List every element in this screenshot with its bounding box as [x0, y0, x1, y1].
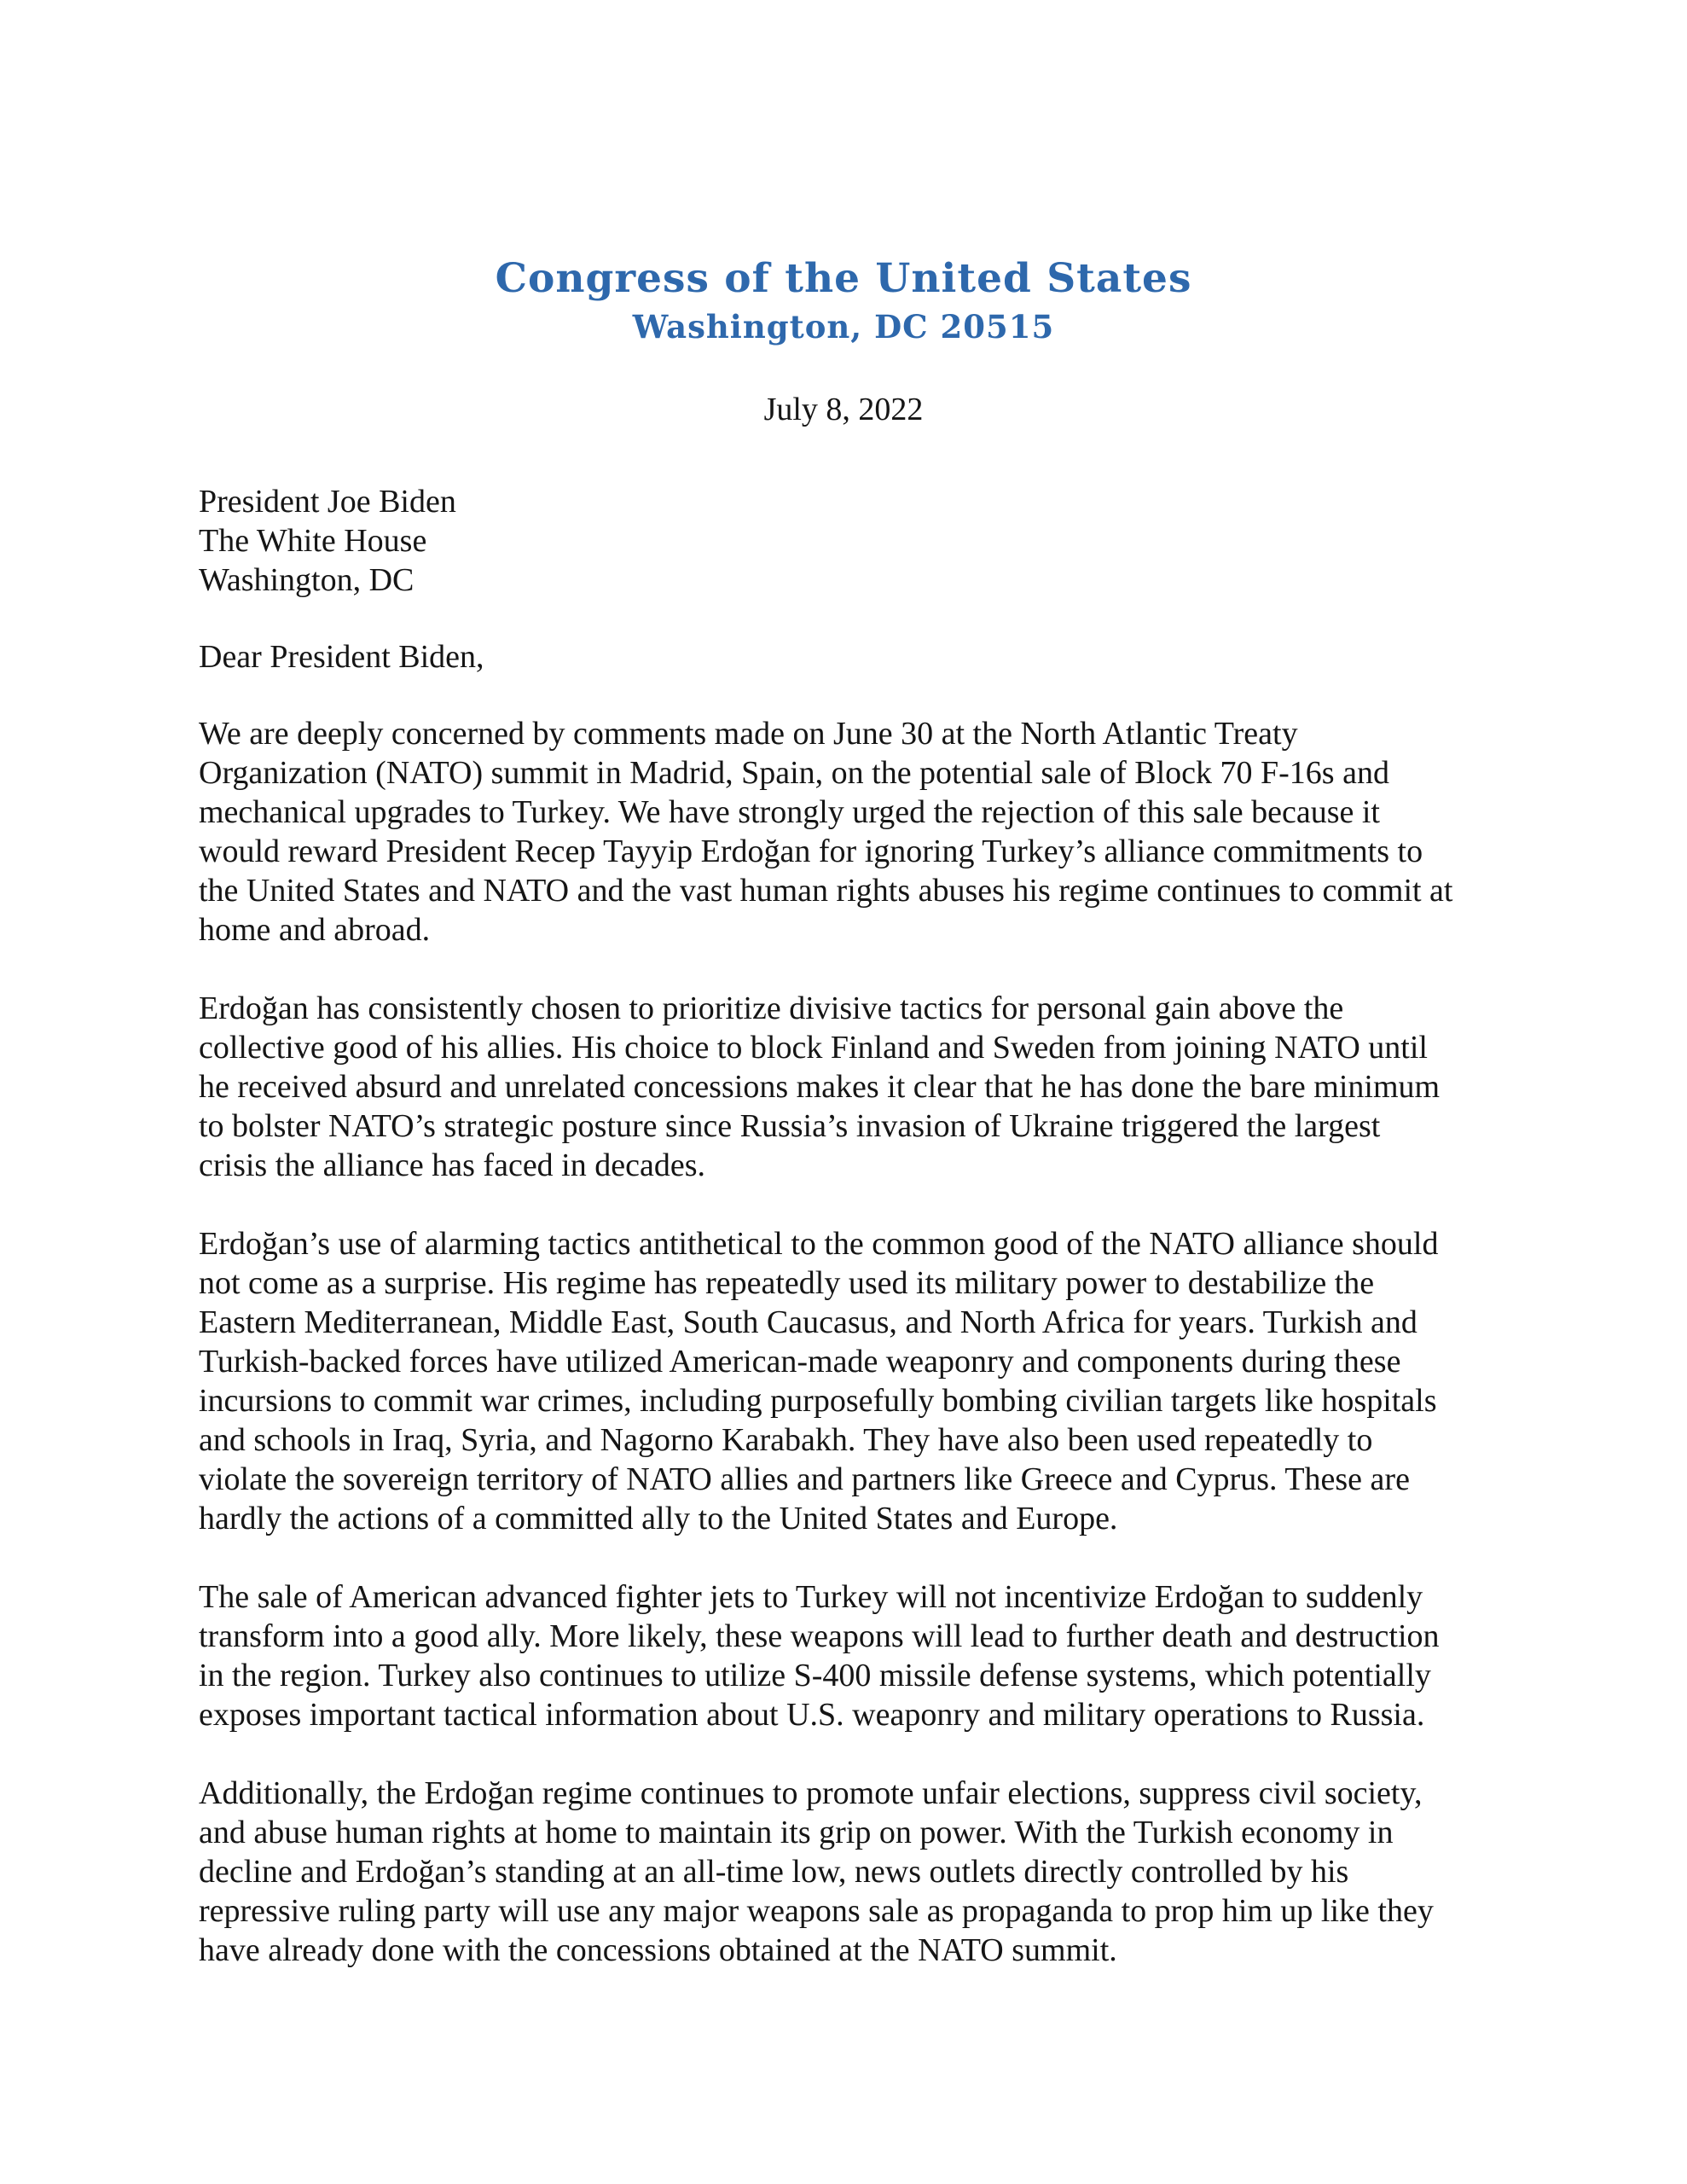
paragraph-line: to bolster NATO’s strategic posture since Russia’s invasion of Ukraine triggered the largest [199, 1107, 1381, 1144]
paragraph-line: collective good of his allies. His choice to block Finland and Sweden from joining NATO until [199, 1029, 1428, 1066]
paragraph-line: Erdoğan’s use of alarming tactics antithetical to the common good of the NATO alliance should [199, 1225, 1439, 1262]
paragraph-line: incursions to commit war crimes, including purposefully bombing civilian targets like hospitals [199, 1382, 1437, 1419]
paragraph-line: decline and Erdoğan’s standing at an all-time low, news outlets directly controlled by his [199, 1853, 1349, 1890]
paragraph-line: would reward President Recep Tayyip Erdoğan for ignoring Turkey’s alliance commitments to [199, 833, 1423, 869]
paragraph-line: transform into a good ally. More likely, these weapons will lead to further death and destruction [199, 1618, 1440, 1654]
paragraph [199, 1224, 1687, 1538]
paragraph [199, 1577, 1687, 1734]
paragraph-line: home and abroad. [199, 911, 431, 948]
letterhead-address: Washington, DC 20515 [632, 308, 1055, 346]
paragraph-line: Additionally, the Erdoğan regime continues to promote unfair elections, suppress civil society, [199, 1774, 1423, 1811]
paragraph-line: We are deeply concerned by comments made on June 30 at the North Atlantic Treaty [199, 715, 1298, 752]
paragraph-line: not come as a surprise. His regime has repeatedly used its military power to destabilize the [199, 1264, 1375, 1301]
paragraph-line: Turkish-backed forces have utilized American-made weaponry and components during these [199, 1343, 1401, 1380]
letter-body [199, 714, 1687, 1970]
paragraph-line: Organization (NATO) summit in Madrid, Spain, on the potential sale of Block 70 F-16s and [199, 754, 1389, 791]
salutation: Dear President Biden, [199, 638, 484, 675]
recipient-city: Washington, DC [199, 561, 415, 598]
paragraph-line: violate the sovereign territory of NATO allies and partners like Greece and Cyprus. These are [199, 1461, 1410, 1497]
paragraph-line: in the region. Turkey also continues to utilize S-400 missile defense systems, which potentially [199, 1657, 1431, 1693]
paragraph-line: he received absurd and unrelated concessions makes it clear that he has done the bare minimum [199, 1068, 1441, 1105]
paragraph [199, 1774, 1687, 1970]
paragraph-line: hardly the actions of a committed ally to the United States and Europe. [199, 1500, 1118, 1536]
paragraph-line: mechanical upgrades to Turkey. We have strongly urged the rejection of this sale because it [199, 793, 1380, 830]
paragraph [199, 714, 1687, 950]
paragraph-line: Eastern Mediterranean, Middle East, South Caucasus, and North Africa for years. Turkish and [199, 1304, 1417, 1340]
paragraph-line: and abuse human rights at home to maintain its grip on power. With the Turkish economy in [199, 1814, 1394, 1850]
paragraph-line: repressive ruling party will use any major weapons sale as propaganda to prop him up like they [199, 1892, 1434, 1929]
letterhead-title: Congress of the United States [495, 255, 1192, 302]
paragraph-line: the United States and NATO and the vast human rights abuses his regime continues to commit at [199, 872, 1453, 909]
letterhead [0, 0, 1687, 346]
paragraph-line: Erdoğan has consistently chosen to prioritize divisive tactics for personal gain above the [199, 990, 1344, 1026]
paragraph [199, 989, 1687, 1185]
paragraph-line: The sale of American advanced fighter jets to Turkey will not incentivize Erdoğan to suddenly [199, 1578, 1423, 1615]
recipient-org: The White House [199, 522, 427, 559]
recipient-block [199, 482, 1687, 600]
recipient-name: President Joe Biden [199, 483, 456, 520]
paragraph-line: and schools in Iraq, Syria, and Nagorno Karabakh. They have also been used repeatedly to [199, 1421, 1373, 1458]
paragraph-line: exposes important tactical information about U.S. weaponry and military operations to Russia. [199, 1696, 1425, 1733]
paragraph-line: have already done with the concessions obtained at the NATO summit. [199, 1931, 1117, 1968]
letter-date: July 8, 2022 [763, 391, 924, 427]
paragraph-line: crisis the alliance has faced in decades. [199, 1147, 705, 1183]
